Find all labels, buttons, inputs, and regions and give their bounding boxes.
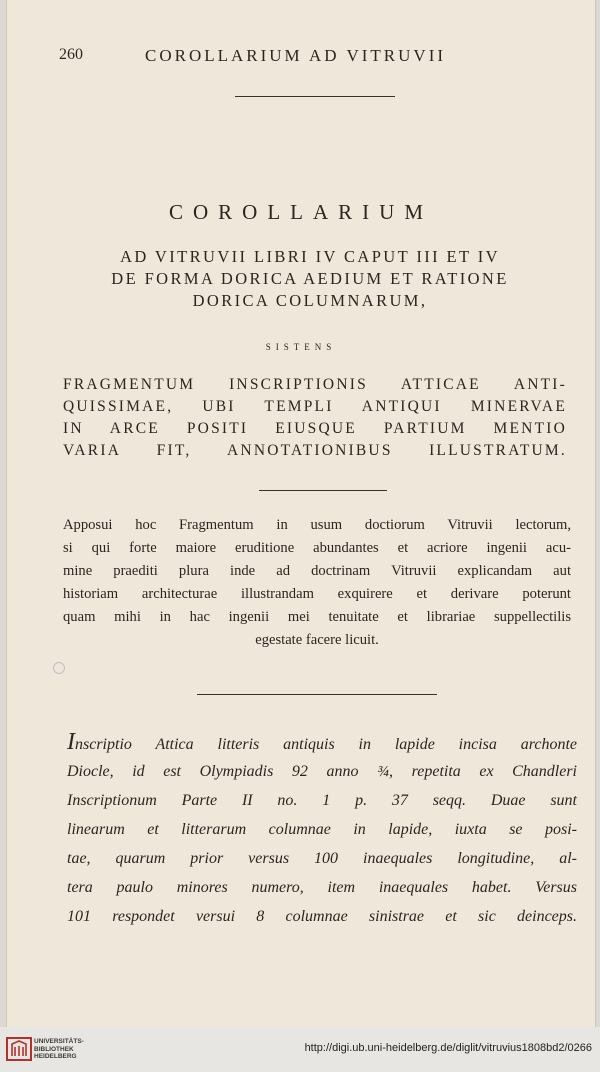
inscription-paragraph (67, 728, 577, 931)
page-number: 260 (59, 46, 83, 63)
drop-cap: I (67, 729, 75, 755)
fragment-line: IN ARCE POSITI EIUSQUE PARTIUM MENTIO (63, 420, 567, 437)
inscription-line: 101 respondet versui 8 columnae sinistrae et sic deinceps. (67, 908, 577, 925)
viewer-footer (0, 1027, 600, 1072)
intro-line: Apposui hoc Fragmentum in usum doctiorum Vitruvii lectorum, (63, 517, 571, 533)
subtitle-line: AD VITRUVII LIBRI IV CAPUT III ET IV (120, 247, 500, 266)
divider-rule (197, 694, 437, 695)
sistens-label: SISTENS (265, 342, 337, 352)
inscription-line: tae, quarum prior versus 100 inaequales longitudine, al- (67, 850, 577, 867)
inscription-line: Inscriptionum Parte II no. 1 p. 37 seqq. Duae sunt (67, 792, 577, 809)
source-url-link[interactable]: http://digi.ub.uni-heidelberg.de/diglit/vitruvius1808bd2/0266 (304, 1042, 592, 1054)
intro-line: mine praediti plura inde ad doctrinam Vitruvii explicandam aut (63, 563, 571, 579)
intro-line: quam mihi in hac ingenii mei tenuitate et librariae suppellectilis (63, 609, 571, 625)
inscription-line: tera paulo minores numero, item inaequales habet. Versus (67, 879, 577, 896)
library-name (34, 1038, 84, 1061)
intro-line: historiam architecturae illustrandam exquirere et derivare poterunt (63, 586, 571, 602)
intro-paragraph (63, 514, 571, 652)
inscription-line: Diocle, id est Olympiadis 92 anno ¾, repetita ex Chandleri (67, 763, 577, 780)
subtitle-block (55, 246, 565, 312)
page-title: COROLLARIUM (168, 200, 433, 224)
library-logo-icon (6, 1036, 32, 1062)
fragment-line: VARIA FIT, ANNOTATIONIBUS ILLUSTRATUM. (63, 442, 567, 459)
running-title: COROLLARIUM AD VITRUVII (145, 46, 447, 65)
inscription-first-line: nscriptio Attica litteris antiquis in lapide incisa archonte (75, 736, 577, 753)
subtitle-line: DE FORMA DORICA AEDIUM ET RATIONE (111, 269, 509, 288)
inscription-line: linearum et litterarum columnae in lapide, iuxta se posi- (67, 821, 577, 838)
running-head (7, 46, 595, 70)
library-name-line: HEIDELBERG (34, 1053, 77, 1060)
paper-stain (53, 662, 65, 674)
intro-line: egestate facere licuit. (255, 632, 379, 648)
divider-rule (235, 96, 395, 97)
library-name-line: BIBLIOTHEK (34, 1045, 74, 1053)
fragment-heading (63, 374, 567, 462)
divider-rule (259, 490, 387, 491)
intro-line: si qui forte maiore eruditione abundantes et acriore ingenii acu- (63, 540, 571, 556)
fragment-line: FRAGMENTUM INSCRIPTIONIS ATTICAE ANTI- (63, 376, 567, 393)
book-page (6, 0, 596, 1027)
subtitle-line: DORICA COLUMNARUM, (192, 291, 428, 310)
library-name-line: UNIVERSITÄTS- (34, 1038, 84, 1045)
fragment-line: QUISSIMAE, UBI TEMPLI ANTIQUI MINERVAE (63, 398, 567, 415)
inscription-line (67, 728, 577, 757)
